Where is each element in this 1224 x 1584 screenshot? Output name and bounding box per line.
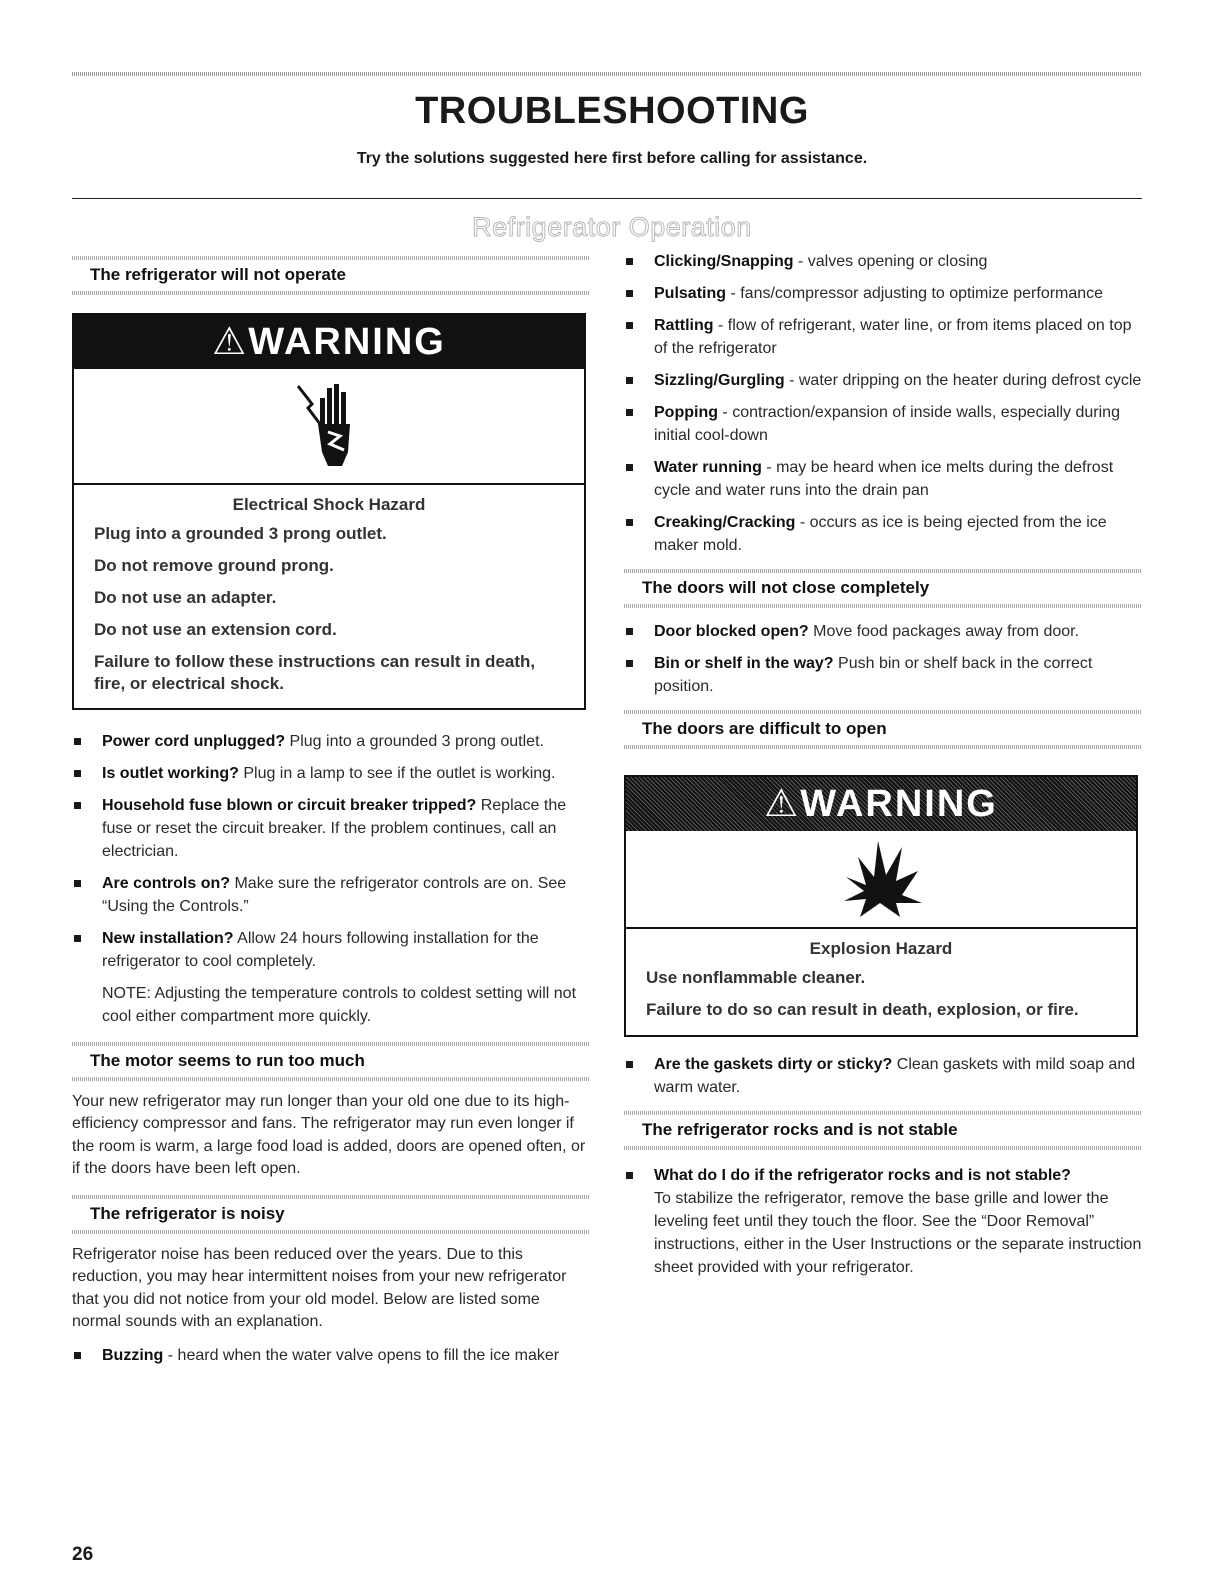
noise-list	[624, 250, 1142, 557]
top-rule	[72, 72, 1142, 76]
list-item: Are controls on? Make sure the refrigerator controls are on. See “Using the Controls.”	[72, 872, 590, 918]
heading-doors-close: The doors will not close completely	[642, 578, 930, 597]
gasket-list	[624, 1053, 1142, 1099]
divider	[72, 198, 1142, 199]
list-item: Are the gaskets dirty or sticky? Clean gaskets with mild soap and warm water.	[624, 1053, 1142, 1099]
warning-line: Failure to do so can result in death, explosion, or fire.	[646, 1000, 1079, 1020]
warning-body	[626, 929, 1136, 1035]
warning-box-electrical	[72, 313, 586, 710]
list-item: Power cord unplugged? Plug into a grounded 3 prong outlet.	[72, 730, 590, 753]
subsection-heading	[624, 710, 1142, 749]
warning-body	[74, 485, 584, 708]
warning-banner: ⚠WARNING	[626, 777, 1136, 831]
list-item: Door blocked open? Move food packages away from door.	[624, 620, 1142, 643]
page-subtitle: Try the solutions suggested here first before calling for assistance.	[356, 150, 868, 167]
list-item: Sizzling/Gurgling - water dripping on the heater during defrost cycle	[624, 369, 1142, 392]
paragraph: Your new refrigerator may run longer than your old one due to its high-efficiency compressor and fans. The refrigerator may run even longer if the room is warm, a large food load is added, doors are opened often, or if the doors have been left open.	[72, 1092, 586, 1178]
warning-icon-area	[626, 831, 1136, 929]
list-item: New installation? Allow 24 hours following installation for the refrigerator to cool completely.	[72, 927, 590, 973]
list-item: Household fuse blown or circuit breaker tripped? Replace the fuse or reset the circuit breaker. If the problem continues, call an electrician.	[72, 794, 590, 863]
left-column	[72, 256, 590, 1376]
list-item: Pulsating - fans/compressor adjusting to optimize performance	[624, 282, 1142, 305]
list-item: Clicking/Snapping - valves opening or closing	[624, 250, 1142, 273]
list-item: Water running - may be heard when ice melts during the defrost cycle and water runs into the drain pan	[624, 456, 1142, 502]
warning-line: Failure to follow these instructions can result in death, fire, or electrical shock.	[94, 652, 536, 694]
note-text: NOTE: Adjusting the temperature controls to coldest setting will not cool either compartment more quickly.	[102, 984, 577, 1025]
paragraph: Refrigerator noise has been reduced over the years. Due to this reduction, you may hear intermittent noises from your new refrigerator that you did not notice from your old model. Below are listed some normal sounds with an explanation.	[72, 1245, 567, 1331]
list-item: Buzzing - heard when the water valve opens to fill the ice maker	[72, 1344, 590, 1367]
heading-noisy: The refrigerator is noisy	[90, 1203, 285, 1223]
doors-list	[624, 620, 1142, 698]
electrical-shock-icon	[294, 378, 364, 474]
warning-line: Do not remove ground prong.	[94, 556, 334, 576]
heading-motor: The motor seems to run too much	[90, 1050, 365, 1070]
subsection-heading	[624, 569, 1142, 608]
warning-icon-area	[74, 369, 584, 485]
list-item: Creaking/Cracking - occurs as ice is being ejected from the ice maker mold.	[624, 511, 1142, 557]
heading-doors-open: The doors are difficult to open	[642, 719, 887, 738]
list-item: Rattling - flow of refrigerant, water line, or from items placed on top of the refrigerator	[624, 314, 1142, 360]
subsection-heading	[72, 1195, 590, 1234]
list-item: Popping - contraction/expansion of inside walls, especially during initial cool-down	[624, 401, 1142, 447]
list-item: Is outlet working? Plug in a lamp to see if the outlet is working.	[72, 762, 590, 785]
noise-list	[72, 1344, 590, 1367]
warning-box-explosion	[624, 775, 1138, 1037]
heading-rocks: The refrigerator rocks and is not stable	[642, 1120, 958, 1140]
subsection-heading	[624, 1111, 1142, 1150]
explosion-icon	[836, 837, 926, 921]
list-item: Bin or shelf in the way? Push bin or shelf back in the correct position.	[624, 652, 1142, 698]
list-item: What do I do if the refrigerator rocks and is not stable? To stabilize the refrigerator, remove the base grille and lower the leveling feet until they touch the floor. See the “Door Removal” instructions, either in the User Instructions or the separate instruction sheet provided with your refrigerator.	[624, 1164, 1142, 1279]
warning-line: Use nonflammable cleaner.	[646, 968, 866, 987]
subsection-heading	[72, 1042, 590, 1081]
warning-line: Do not use an extension cord.	[94, 620, 337, 640]
hazard-title: Electrical Shock Hazard	[232, 495, 426, 514]
operate-checklist	[72, 730, 590, 973]
section-title: Refrigerator Operation	[472, 212, 752, 242]
page-title: TROUBLESHOOTING	[415, 90, 809, 132]
warning-line: Plug into a grounded 3 prong outlet.	[94, 524, 387, 543]
subsection-heading	[72, 256, 590, 295]
warning-banner: ⚠WARNING	[74, 315, 584, 369]
heading-will-not-operate: The refrigerator will not operate	[90, 265, 346, 284]
right-column	[624, 248, 1142, 1288]
warning-line: Do not use an adapter.	[94, 588, 277, 608]
page-number: 26	[72, 1544, 94, 1565]
rocks-list	[624, 1164, 1142, 1279]
hazard-title: Explosion Hazard	[809, 939, 953, 958]
